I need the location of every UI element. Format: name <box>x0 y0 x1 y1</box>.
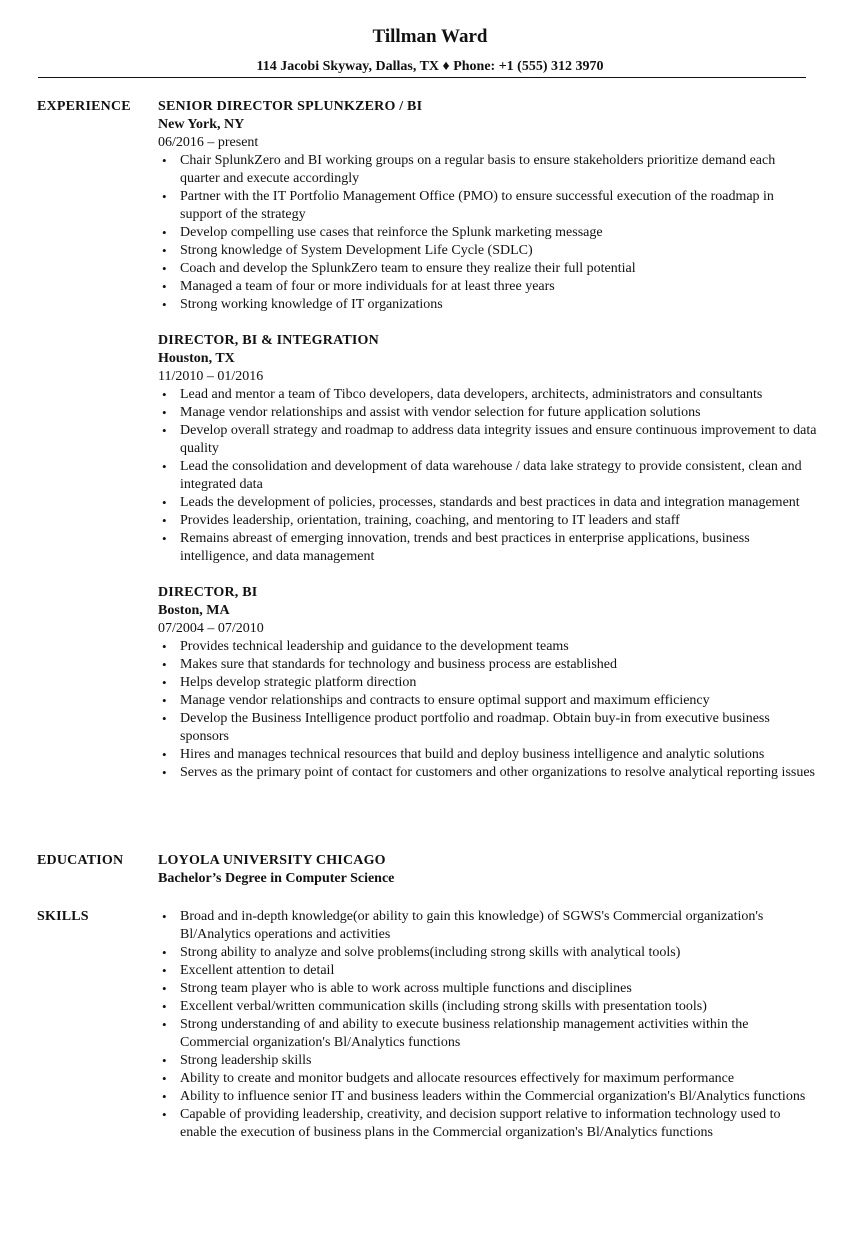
job-location: Boston, MA <box>158 603 230 618</box>
skill-item: • Broad and in-depth knowledge(or ability to gain this knowledge) of SGWS's Commercial organization's Bl/Analytics operations and activities <box>180 908 818 944</box>
experience-content <box>158 98 818 800</box>
job-location: Houston, TX <box>158 351 235 366</box>
education-label: EDUCATION <box>37 853 124 868</box>
job-dates: 06/2016 – present <box>158 135 259 150</box>
job-bullets <box>158 152 818 314</box>
education-content <box>158 852 818 888</box>
job-title: SENIOR DIRECTOR SPLUNKZERO / BI <box>158 99 423 114</box>
bullet-item: • Manage vendor relationships and assist with vendor selection for future application solutions <box>180 404 818 422</box>
bullet-item: • Lead the consolidation and development of data warehouse / data lake strategy to provide consistent, clean and integrated data <box>180 458 818 494</box>
skill-item: • Excellent attention to detail <box>180 962 818 980</box>
job-bullets <box>158 386 818 566</box>
experience-label: EXPERIENCE <box>37 99 131 114</box>
skill-item: • Ability to influence senior IT and business leaders within the Commercial organization's Bl/Analytics functions <box>180 1088 818 1106</box>
skill-item: • Ability to create and monitor budgets and allocate resources effectively for maximum performance <box>180 1070 818 1088</box>
bullet-item: • Leads the development of policies, processes, standards and best practices in data and integration management <box>180 494 818 512</box>
skill-item: • Strong ability to analyze and solve problems(including strong skills with analytical tools) <box>180 944 818 962</box>
bullet-item: • Partner with the IT Portfolio Management Office (PMO) to ensure successful execution of the roadmap in support of the strategy <box>180 188 818 224</box>
header-divider <box>38 77 806 78</box>
job-entry <box>158 98 818 314</box>
bullet-item: • Hires and manages technical resources that build and deploy business intelligence and analytic solutions <box>180 746 818 764</box>
job-title: DIRECTOR, BI & INTEGRATION <box>158 333 379 348</box>
skills-label: SKILLS <box>37 909 89 924</box>
job-entry <box>158 332 818 566</box>
skill-item: • Strong understanding of and ability to execute business relationship management activities within the Commercial organization's Bl/Analytics functions <box>180 1016 818 1052</box>
skill-item: • Excellent verbal/written communication skills (including strong skills with presentation tools) <box>180 998 818 1016</box>
job-entry <box>158 584 818 782</box>
skill-item: • Strong team player who is able to work across multiple functions and disciplines <box>180 980 818 998</box>
candidate-name: Tillman Ward <box>372 26 488 47</box>
job-dates: 11/2010 – 01/2016 <box>158 369 264 384</box>
contact-line: 114 Jacobi Skyway, Dallas, TX ♦ Phone: +1 (555) 312 3970 <box>256 59 604 74</box>
school-name: LOYOLA UNIVERSITY CHICAGO <box>158 853 386 868</box>
bullet-item: • Helps develop strategic platform direction <box>180 674 818 692</box>
skills-bullets <box>158 908 818 1142</box>
bullet-item: • Manage vendor relationships and contracts to ensure optimal support and maximum efficiency <box>180 692 818 710</box>
bullet-item: • Coach and develop the SplunkZero team to ensure they realize their full potential <box>180 260 818 278</box>
bullet-item: • Develop the Business Intelligence product portfolio and roadmap. Obtain buy-in from executive business sponsors <box>180 710 818 746</box>
job-location: New York, NY <box>158 117 245 132</box>
skills-content <box>158 908 818 1142</box>
bullet-item: • Remains abreast of emerging innovation, trends and best practices in enterprise applications, business intelligence, and data management <box>180 530 818 566</box>
job-title: DIRECTOR, BI <box>158 585 258 600</box>
bullet-item: • Chair SplunkZero and BI working groups on a regular basis to ensure stakeholders prioritize demand each quarter and execute accordingly <box>180 152 818 188</box>
bullet-item: • Provides leadership, orientation, training, coaching, and mentoring to IT leaders and staff <box>180 512 818 530</box>
bullet-item: • Develop compelling use cases that reinforce the Splunk marketing message <box>180 224 818 242</box>
job-dates: 07/2004 – 07/2010 <box>158 621 264 636</box>
bullet-item: • Lead and mentor a team of Tibco developers, data developers, architects, administrators and consultants <box>180 386 818 404</box>
bullet-item: • Strong working knowledge of IT organizations <box>180 296 818 314</box>
bullet-item: • Managed a team of four or more individuals for at least three years <box>180 278 818 296</box>
bullet-item: • Provides technical leadership and guidance to the development teams <box>180 638 818 656</box>
degree: Bachelor’s Degree in Computer Science <box>158 871 395 886</box>
bullet-item: • Makes sure that standards for technology and business process are established <box>180 656 818 674</box>
job-bullets <box>158 638 818 782</box>
bullet-item: • Serves as the primary point of contact for customers and other organizations to resolve analytical reporting issues <box>180 764 818 782</box>
bullet-item: • Develop overall strategy and roadmap to address data integrity issues and ensure continuous improvement to data quality <box>180 422 818 458</box>
bullet-item: • Strong knowledge of System Development Life Cycle (SDLC) <box>180 242 818 260</box>
skill-item: • Strong leadership skills <box>180 1052 818 1070</box>
skill-item: • Capable of providing leadership, creativity, and decision support relative to information technology used to enable the execution of business plans in the Commercial organization's Bl/Analytics functions <box>180 1106 818 1142</box>
